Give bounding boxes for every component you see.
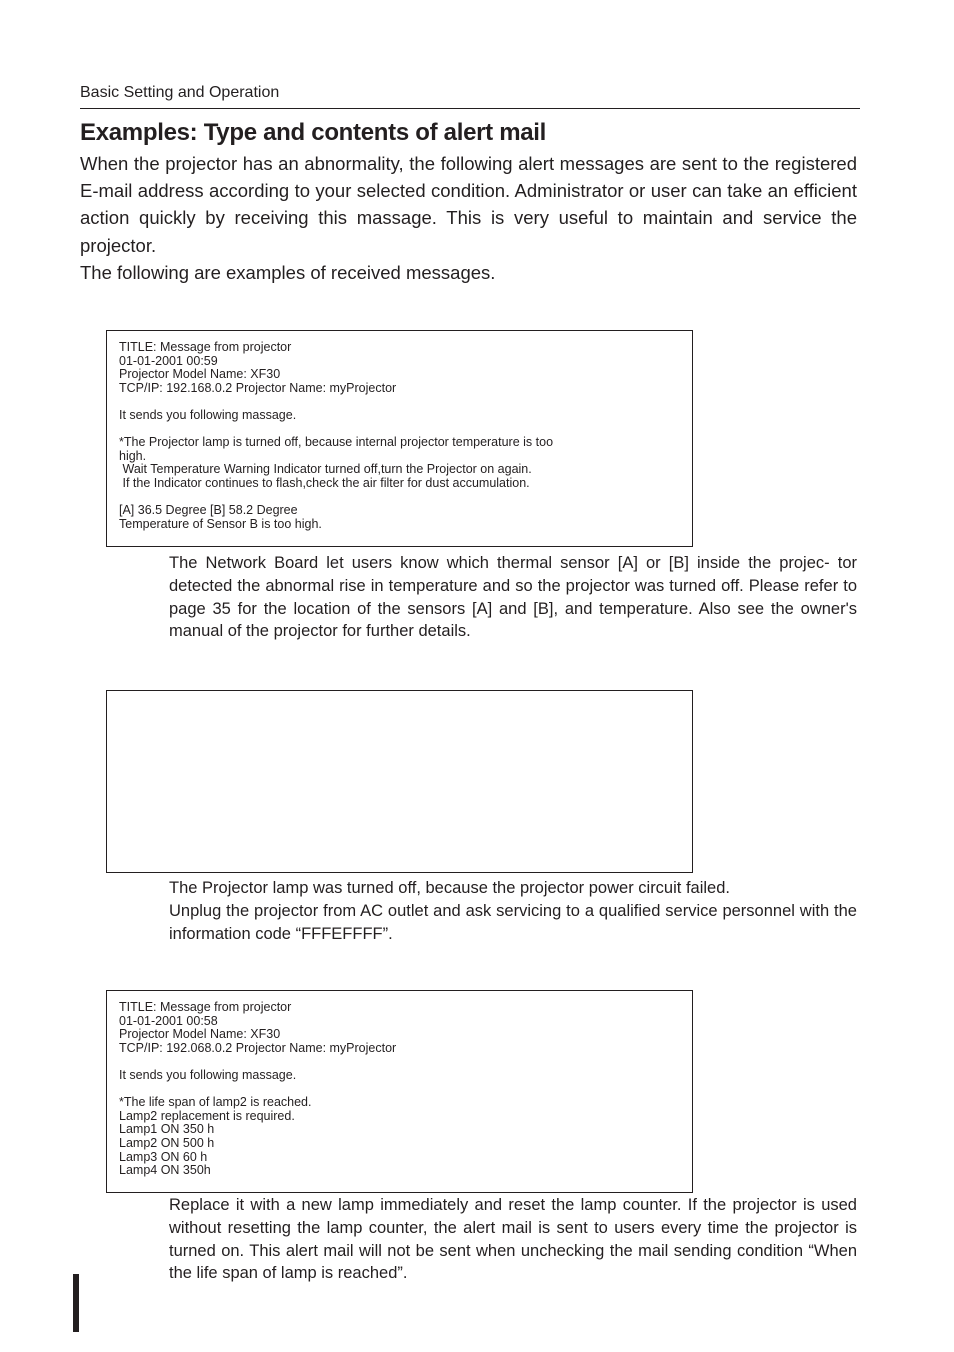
mail-line: high. — [119, 448, 147, 463]
example-2-note-line2: Unplug the projector from AC outlet and ask servicing to a qualified service personnel with the information code “FFFEFFFF”. — [169, 901, 857, 943]
example-1-note — [169, 552, 857, 643]
mail-line: Temperature of Sensor B is too high. — [119, 516, 322, 531]
mail-line: [A] 36.5 Degree [B] 58.2 Degree — [119, 503, 298, 518]
example-2-note — [169, 877, 857, 945]
mail-line — [119, 423, 692, 437]
mail-line: TITLE: Message from projector — [119, 340, 292, 354]
mail-line: Lamp4 ON 350h — [119, 1163, 211, 1178]
mail-line — [119, 1083, 692, 1097]
mail-line — [119, 395, 692, 409]
mail-line: If the Indicator continues to flash,check the air filter for dust accumulation. — [119, 475, 530, 490]
alert-mail-box-1 — [106, 330, 693, 547]
mail-line: *The life span of lamp2 is reached. — [119, 1095, 312, 1110]
mail-line: TCP/IP: 192.168.0.2 Projector Name: myProjector — [119, 380, 397, 395]
mail-line: 01-01-2001 00:59 — [119, 353, 218, 368]
mail-line: Projector Model Name: XF30 — [119, 367, 281, 382]
mail-line: Projector Model Name: XF30 — [119, 1027, 281, 1042]
mail-line — [119, 1055, 692, 1069]
mail-line: It sends you following massage. — [119, 407, 297, 422]
example-3-note-text: Replace it with a new lamp immediately and reset the lamp counter. If the projector is used without resetting the lamp counter, the alert mail is sent to users every time the projector is turned on. This alert mail will not be sent when unchecking the mail sending condition “When the life span of lamp is reached”. — [169, 1196, 857, 1283]
mail-line: It sends you following massage. — [119, 1067, 297, 1082]
mail-line: Lamp3 ON 60 h — [119, 1149, 208, 1164]
mail-line: TCP/IP: 192.068.0.2 Projector Name: myProjector — [119, 1040, 397, 1055]
header-divider — [80, 108, 860, 109]
mail-line: Wait Temperature Warning Indicator turned off,turn the Projector on again. — [119, 462, 532, 477]
example-3-note — [169, 1194, 857, 1285]
example-2-note-line1: The Projector lamp was turned off, because the projector power circuit failed. — [169, 879, 730, 897]
section-header: Basic Setting and Operation — [80, 84, 280, 101]
mail-line: Lamp1 ON 350 h — [119, 1122, 215, 1137]
mail-content-1 — [107, 331, 692, 531]
mail-line: 01-01-2001 00:58 — [119, 1013, 218, 1028]
mail-line: Lamp2 ON 500 h — [119, 1135, 215, 1150]
mail-line: *The Projector lamp is turned off, because internal projector temperature is too — [119, 435, 554, 450]
intro-paragraph: When the projector has an abnormality, the following alert messages are sent to the registered E-mail address according to your selected condition. Administrator or user can take an efficient action quickly by receiving this massage. This is very useful to maintain and service the projector. — [80, 153, 857, 256]
margin-bar — [73, 1274, 79, 1332]
mail-line — [119, 491, 692, 505]
alert-mail-box-2 — [106, 690, 693, 873]
mail-line: Lamp2 replacement is required. — [119, 1108, 295, 1123]
intro-text — [80, 150, 857, 286]
alert-mail-box-3 — [106, 990, 693, 1193]
mail-content-3 — [107, 991, 692, 1178]
mail-line: TITLE: Message from projector — [119, 1000, 292, 1014]
example-1-note-text: The Network Board let users know which thermal sensor [A] or [B] inside the projec- tor detected the abnormal rise in temperature and so the projector was turned off. Please refer to page 35 for the location of the sensors [A] and [B], and temperature. Also see the owner's manual of the projector for further details. — [169, 554, 857, 641]
intro-examples-line: The following are examples of received messages. — [80, 261, 496, 283]
page-title: Examples: Type and contents of alert mail — [80, 119, 547, 146]
